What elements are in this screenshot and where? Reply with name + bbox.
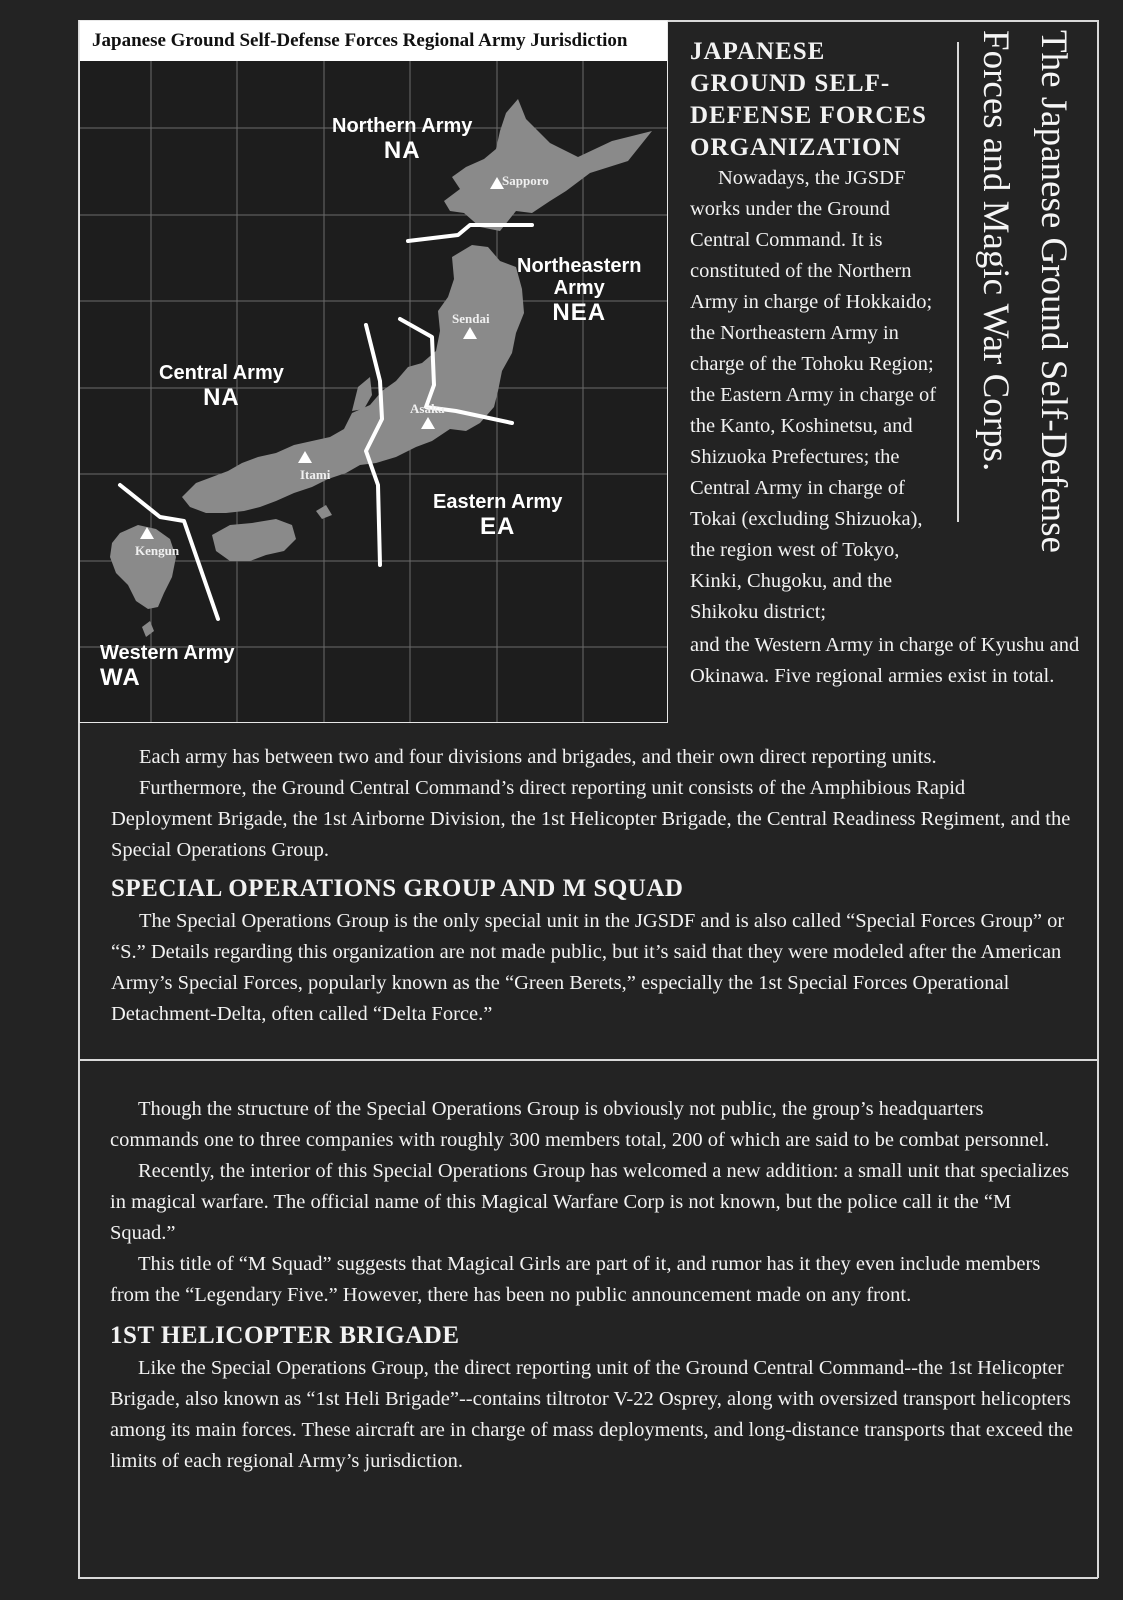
region-name: Northeastern [517, 255, 642, 277]
region-name: Western Army [100, 642, 235, 664]
region-name: Eastern Army [433, 491, 563, 513]
region-name: Army [553, 277, 605, 299]
region-label-northern [332, 115, 472, 165]
city-label-sapporo: Sapporo [502, 173, 549, 188]
side-paragraph-tail: and the Western Army in charge of Kyushu and Okinawa. Five regional armies exist in total. [690, 634, 1080, 687]
lower-body [110, 1094, 1075, 1477]
boundary-north [408, 225, 532, 241]
hokkaido-shape [444, 99, 652, 231]
region-label-northeastern [517, 255, 641, 327]
region-abbr: NA [383, 137, 421, 164]
body-paragraph: Though the structure of the Special Operations Group is obviously not public, the group’s headquarters commands one to three companies with roughly 300 members total, 200 of which are said to be combat personnel. [110, 1098, 1050, 1151]
body-paragraph: Recently, the interior of this Special Operations Group has welcomed a new addition: a small unit that specializes in magical warfare. The official name of this Magical Warfare Corp is not known, but the police call it the “M Squad.” [110, 1160, 1070, 1244]
body-paragraph: This title of “M Squad” suggests that Magical Girls are part of it, and rumor has it they even include members from the “Legendary Five.” However, there has been no public announcement made on any front. [110, 1253, 1041, 1306]
region-label-western [100, 642, 235, 692]
map-title: Japanese Ground Self-Defense Forces Regional Army Jurisdiction [80, 21, 667, 61]
section-heading-special-operations: SPECIAL OPERATIONS GROUP AND M SQUAD [111, 875, 684, 902]
region-label-eastern [433, 491, 562, 541]
body-paragraph: Furthermore, the Ground Central Command’s direct reporting unit consists of the Amphibious Rapid Deployment Brigade, the 1st Airborne Division, the 1st Helicopter Brigade, the Central Readiness Regiment, and the Special Operations Group. [111, 777, 1071, 861]
city-label-itami: Itami [300, 467, 331, 482]
body-paragraph: Each army has between two and four divisions and brigades, and their own direct reporting units. [139, 746, 937, 768]
region-name: Northern Army [332, 115, 473, 137]
region-abbr: NEA [552, 299, 607, 326]
side-paragraph: Nowadays, the JGSDF works under the Ground Central Command. It is constituted of the Northern Army in charge of Hokkaido; the Northeastern Army in charge of the Tohoku Region; the Eastern Army in charge of the Kanto, Koshinetsu, and Shizuoka Prefectures; the Central Army in charge of Tokai (excluding Shizuoka), the region west of Tokyo, Kinki, Chugoku, and the Shikoku district; [690, 167, 937, 623]
region-abbr: WA [100, 664, 141, 691]
frame-top-rule [668, 20, 1098, 22]
region-abbr: EA [479, 513, 516, 540]
city-label-kengun: Kengun [135, 543, 180, 558]
side-heading: JAPANESE GROUND SELF-DEFENSE FORCES ORGANIZATION [690, 38, 927, 161]
body-paragraph: The Special Operations Group is the only special unit in the JGSDF and is also called “Special Forces Group” or “S.” Details regarding this organization are not made public, but it’s said that they were modeled after the American Army’s Special Forces, popularly known as the “Green Berets,” especially the 1st Special Forces Operational Detachment-Delta, often called “Delta Force.” [111, 910, 1065, 1025]
section-heading-helicopter-brigade: 1ST HELICOPTER BRIGADE [110, 1322, 460, 1349]
body-paragraph: Like the Special Operations Group, the direct reporting unit of the Ground Central Command--the 1st Helicopter Brigade, also known as “1st Heli Brigade”--contains tiltrotor V-22 Osprey, along with oversized transport helicopters among its main forces. These aircraft are in charge of mass deployments, and long-distance transports that exceed the limits of each regional Army’s jurisdiction. [110, 1357, 1073, 1472]
city-label-sendai: Sendai [452, 311, 490, 326]
region-label-central [159, 362, 284, 412]
island-shape [316, 505, 332, 519]
region-name: Central Army [159, 362, 284, 384]
island-shape [142, 621, 154, 637]
section-divider [78, 1059, 1098, 1061]
city-label-asaka: Asaka [410, 401, 445, 416]
vertical-title: The Japanese Ground Self-Defense Forces and Magic War Corps. [975, 30, 1074, 553]
region-abbr: NA [203, 384, 240, 411]
jurisdiction-map [79, 20, 668, 723]
frame-right-rule [1097, 20, 1099, 1578]
frame-bottom-rule [78, 1577, 1098, 1579]
shikoku-shape [212, 519, 296, 561]
upper-body [111, 742, 1071, 1030]
